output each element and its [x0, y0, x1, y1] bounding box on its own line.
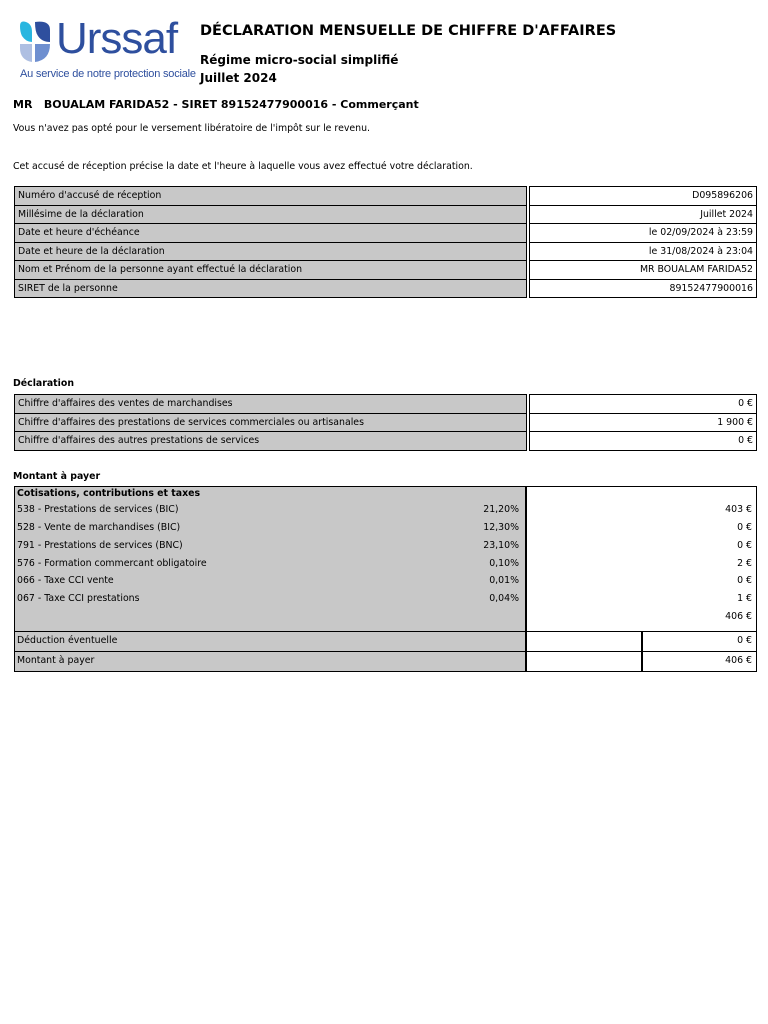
urssaf-logo-mark-icon: [18, 20, 52, 64]
row-value: MR BOUALAM FARIDA52: [529, 261, 757, 280]
page-title: DÉCLARATION MENSUELLE DE CHIFFRE D'AFFAIRES: [200, 23, 617, 39]
row-label: Chiffre d'affaires des ventes de marchandises: [14, 394, 527, 414]
cotisation-label: 066 - Taxe CCI vente: [17, 575, 114, 586]
cotisation-amount: 0 €: [737, 575, 752, 586]
logo-wordmark: Urssaf: [56, 14, 178, 63]
row-value: 0 €: [529, 394, 757, 414]
row-value: 1 900 €: [529, 414, 757, 433]
declarant-identity: MR BOUALAM FARIDA52 - SIRET 89152477900016 - Commerçant: [13, 98, 419, 111]
cotisation-amount: 1 €: [737, 593, 752, 604]
row-label: Millésime de la déclaration: [14, 206, 527, 225]
row-label: Chiffre d'affaires des prestations de services commerciales ou artisanales: [14, 414, 527, 433]
impot-note: Vous n'avez pas opté pour le versement libératoire de l'impôt sur le revenu.: [13, 123, 371, 134]
cotisation-amount: 403 €: [725, 504, 752, 515]
accuse-note: Cet accusé de réception précise la date et l'heure à laquelle vous avez effectué votre déclaration.: [13, 161, 473, 172]
row-value: 89152477900016: [529, 280, 757, 299]
total-empty-cell: [526, 651, 642, 672]
cotisation-amount: 2 €: [737, 558, 752, 569]
payment-section-title: Montant à payer: [13, 471, 101, 482]
row-label: Date et heure de la déclaration: [14, 243, 527, 262]
table-row: [14, 261, 757, 280]
period-subtitle: Juillet 2024: [200, 71, 277, 85]
cotisation-amount: 0 €: [737, 522, 752, 533]
deduction-label: Déduction éventuelle: [17, 635, 118, 646]
urssaf-logo: [18, 14, 196, 84]
cotisations-subtotal: 406 €: [725, 611, 752, 622]
cotisation-rate: 0,10%: [489, 558, 519, 569]
cotisations-title: Cotisations, contributions et taxes: [17, 488, 201, 499]
row-label: SIRET de la personne: [14, 280, 527, 299]
row-label: Numéro d'accusé de réception: [14, 186, 527, 206]
regime-subtitle: Régime micro-social simplifié: [200, 53, 399, 67]
row-label: Chiffre d'affaires des autres prestations de services: [14, 432, 527, 451]
total-value: 406 €: [725, 655, 752, 666]
cotisation-label: 791 - Prestations de services (BNC): [17, 540, 183, 551]
total-label: Montant à payer: [17, 655, 95, 666]
logo-tagline: Au service de notre protection sociale: [20, 68, 196, 80]
cotisation-rate: 12,30%: [483, 522, 519, 533]
cotisation-rate: 21,20%: [483, 504, 519, 515]
row-value: Juillet 2024: [529, 206, 757, 225]
table-row: [14, 224, 757, 243]
table-row: [14, 186, 757, 206]
cotisation-label: 538 - Prestations de services (BIC): [17, 504, 179, 515]
row-value: D095896206: [529, 186, 757, 206]
row-label: Date et heure d'échéance: [14, 224, 527, 243]
table-row: [14, 432, 757, 451]
table-row: [14, 243, 757, 262]
cotisation-label: 576 - Formation commercant obligatoire: [17, 558, 207, 569]
table-row: [14, 280, 757, 299]
declaration-section-title: Déclaration: [13, 378, 74, 389]
cotisation-label: 067 - Taxe CCI prestations: [17, 593, 140, 604]
row-label: Nom et Prénom de la personne ayant effectué la déclaration: [14, 261, 527, 280]
cotisation-label: 528 - Vente de marchandises (BIC): [17, 522, 181, 533]
receipt-table: [14, 186, 757, 298]
row-value: 0 €: [529, 432, 757, 451]
deduction-value: 0 €: [737, 635, 752, 646]
declaration-table: [14, 394, 757, 451]
table-row: [14, 414, 757, 433]
deduction-empty-cell: [526, 631, 642, 652]
table-row: [14, 394, 757, 414]
cotisation-rate: 23,10%: [483, 540, 519, 551]
cotisation-rate: 0,01%: [489, 575, 519, 586]
row-value: le 31/08/2024 à 23:04: [529, 243, 757, 262]
row-value: le 02/09/2024 à 23:59: [529, 224, 757, 243]
cotisation-amount: 0 €: [737, 540, 752, 551]
cotisation-rate: 0,04%: [489, 593, 519, 604]
table-row: [14, 206, 757, 225]
